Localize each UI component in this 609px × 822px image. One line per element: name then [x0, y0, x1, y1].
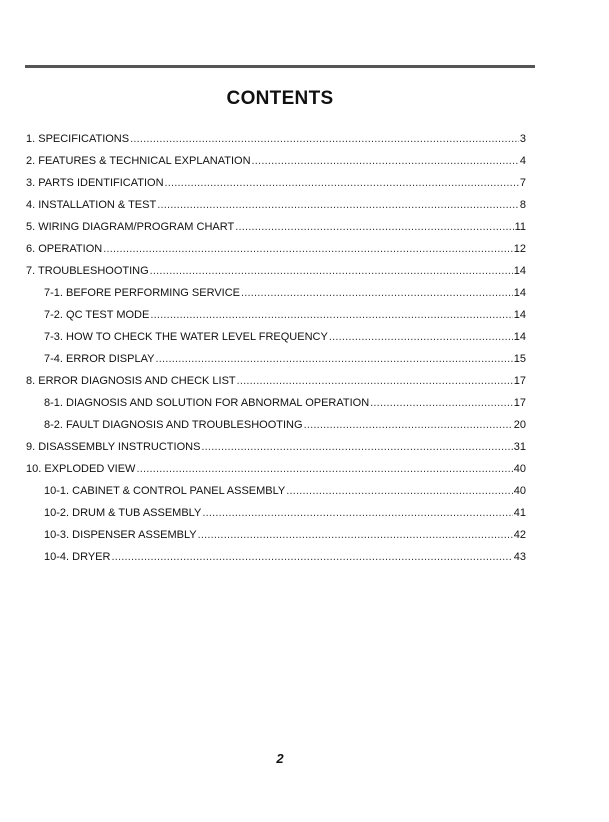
page-number: 2 [276, 751, 284, 766]
toc-entry-disassembly[interactable] [26, 441, 526, 463]
toc-dot-leader [235, 221, 513, 233]
toc-page-number: 15 [513, 353, 526, 365]
toc-page-number: 40 [513, 463, 526, 475]
table-of-contents [26, 133, 526, 573]
toc-page-number: 40 [513, 485, 526, 497]
toc-dot-leader [329, 331, 513, 343]
toc-page-number: 8 [519, 199, 526, 211]
toc-label: 10. EXPLODED VIEW [26, 463, 136, 475]
toc-label: 7-1. BEFORE PERFORMING SERVICE [44, 287, 241, 299]
toc-label: 10-4. DRYER [44, 551, 111, 563]
toc-label: 9. DISASSEMBLY INSTRUCTIONS [26, 441, 201, 453]
toc-dot-leader [304, 419, 513, 431]
toc-page-number: 3 [519, 133, 526, 145]
toc-label: 6. OPERATION [26, 243, 103, 255]
toc-page-number: 14 [513, 331, 526, 343]
toc-entry-dispenser[interactable] [26, 529, 526, 551]
toc-dot-leader [155, 353, 512, 365]
toc-page-number: 12 [513, 243, 526, 255]
toc-label: 7. TROUBLESHOOTING [26, 265, 149, 277]
toc-label: 7-3. HOW TO CHECK THE WATER LEVEL FREQUENCY [44, 331, 328, 343]
toc-page-number: 14 [513, 309, 526, 321]
toc-page-number: 17 [513, 397, 526, 409]
toc-dot-leader [241, 287, 513, 299]
toc-dot-leader [130, 133, 519, 145]
toc-page-number: 20 [513, 419, 526, 431]
toc-label: 8. ERROR DIAGNOSIS AND CHECK LIST [26, 375, 236, 387]
toc-dot-leader [111, 551, 512, 563]
toc-page-number: 17 [513, 375, 526, 387]
toc-entry-abnormal-operation[interactable] [26, 397, 526, 419]
toc-page-number: 14 [513, 287, 526, 299]
toc-entry-specifications[interactable] [26, 133, 526, 155]
toc-dot-leader [370, 397, 513, 409]
toc-label: 7-2. QC TEST MODE [44, 309, 150, 321]
toc-label: 8-1. DIAGNOSIS AND SOLUTION FOR ABNORMAL OPERATION [44, 397, 370, 409]
toc-dot-leader [286, 485, 512, 497]
toc-page-number: 11 [514, 221, 526, 233]
toc-label: 7-4. ERROR DISPLAY [44, 353, 155, 365]
toc-label: 10-3. DISPENSER ASSEMBLY [44, 529, 197, 541]
toc-dot-leader [202, 507, 512, 519]
toc-dot-leader [150, 265, 513, 277]
toc-entry-cabinet-control-panel[interactable] [26, 485, 526, 507]
toc-dot-leader [201, 441, 512, 453]
toc-label: 2. FEATURES & TECHNICAL EXPLANATION [26, 155, 251, 167]
toc-dot-leader [237, 375, 513, 387]
toc-page-number: 41 [513, 507, 526, 519]
toc-dot-leader [103, 243, 513, 255]
toc-entry-operation[interactable] [26, 243, 526, 265]
toc-dot-leader [198, 529, 513, 541]
toc-dot-leader [136, 463, 512, 475]
toc-dot-leader [252, 155, 519, 167]
toc-entry-before-performing-service[interactable] [26, 287, 526, 309]
toc-label: 4. INSTALLATION & TEST [26, 199, 157, 211]
toc-page-number: 31 [513, 441, 526, 453]
toc-entry-error-diagnosis[interactable] [26, 375, 526, 397]
toc-label: 5. WIRING DIAGRAM/PROGRAM CHART [26, 221, 235, 233]
toc-page-number: 14 [513, 265, 526, 277]
toc-dot-leader [157, 199, 519, 211]
toc-entry-water-level-frequency[interactable] [26, 331, 526, 353]
toc-entry-qc-test-mode[interactable] [26, 309, 526, 331]
top-rule [25, 65, 535, 68]
toc-label: 8-2. FAULT DIAGNOSIS AND TROUBLESHOOTING [44, 419, 303, 431]
toc-dot-leader [150, 309, 512, 321]
toc-page-number: 42 [513, 529, 526, 541]
toc-page-number: 7 [519, 177, 526, 189]
toc-dot-leader [165, 177, 519, 189]
toc-label: 3. PARTS IDENTIFICATION [26, 177, 164, 189]
toc-page-number: 4 [519, 155, 526, 167]
toc-entry-parts-identification[interactable] [26, 177, 526, 199]
toc-label: 10-2. DRUM & TUB ASSEMBLY [44, 507, 202, 519]
toc-entry-troubleshooting[interactable] [26, 265, 526, 287]
toc-label: 1. SPECIFICATIONS [26, 133, 130, 145]
toc-entry-fault-diagnosis[interactable] [26, 419, 526, 441]
toc-entry-features[interactable] [26, 155, 526, 177]
toc-entry-wiring-diagram[interactable] [26, 221, 526, 243]
toc-entry-installation-test[interactable] [26, 199, 526, 221]
toc-entry-dryer[interactable] [26, 551, 526, 573]
toc-entry-exploded-view[interactable] [26, 463, 526, 485]
toc-label: 10-1. CABINET & CONTROL PANEL ASSEMBLY [44, 485, 286, 497]
toc-entry-error-display[interactable] [26, 353, 526, 375]
toc-entry-drum-tub[interactable] [26, 507, 526, 529]
page-title: CONTENTS [226, 88, 334, 109]
toc-page-number: 43 [513, 551, 526, 563]
